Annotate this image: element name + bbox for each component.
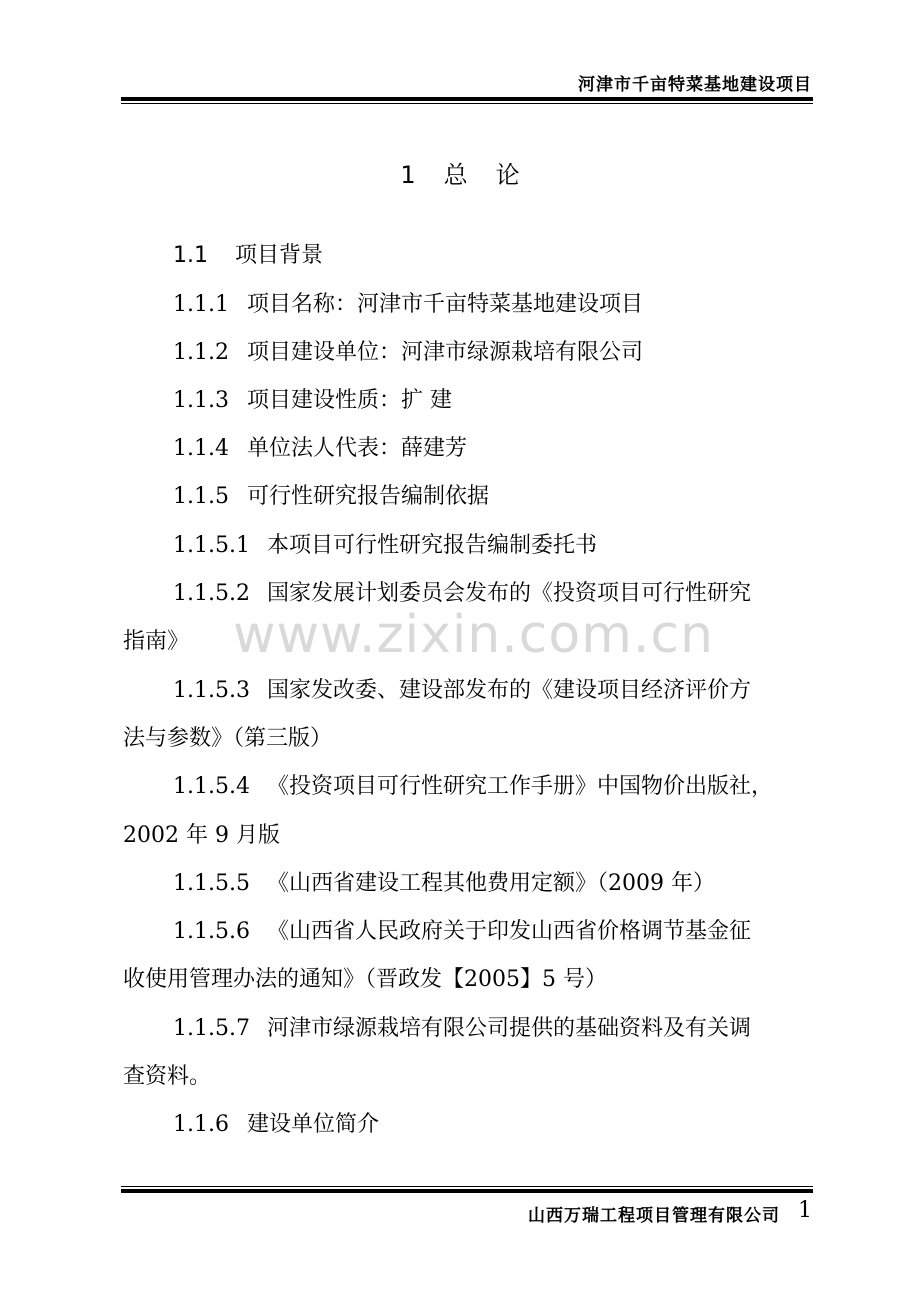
section-title: 项目背景 <box>235 243 324 268</box>
item-label: 项目建设性质： <box>247 388 402 413</box>
item-number: 1.1.1 <box>173 292 229 317</box>
footer-company-name: 山西万瑞工程项目管理有限公司 <box>528 1206 780 1226</box>
item-number: 1.1.5 <box>173 484 229 509</box>
item-1-1-5-4-line-2: 2002 年 9 月版 <box>123 823 280 848</box>
item-value: 河津市绿源栽培有限公司 <box>401 340 644 365</box>
item-text: 《山西省人民政府关于印发山西省价格调节基金征 <box>267 919 752 944</box>
item-1-1-5 <box>173 486 489 508</box>
item-number: 1.1.5.6 <box>173 919 250 944</box>
item-label: 单位法人代表： <box>247 436 402 461</box>
watermark: www.zixin.com.cn <box>233 605 714 665</box>
item-label: 项目名称： <box>247 292 358 317</box>
item-text: 国家发展计划委员会发布的《投资项目可行性研究 <box>267 581 752 606</box>
item-label: 建设单位简介 <box>247 1112 380 1137</box>
item-1-1-4 <box>173 438 467 460</box>
item-number: 1.1.5.1 <box>173 533 250 558</box>
item-text: 国家发改委、建设部发布的《建设项目经济评价方 <box>267 678 752 703</box>
item-number: 1.1.4 <box>173 436 229 461</box>
item-number: 1.1.6 <box>173 1112 229 1137</box>
item-text: 本项目可行性研究报告编制委托书 <box>267 533 598 558</box>
item-number: 1.1.5.4 <box>173 774 250 799</box>
chapter-title <box>0 155 920 190</box>
item-1-1-5-7-line-2: 查资料。 <box>123 1064 212 1089</box>
footer-rule-thick <box>121 1189 813 1193</box>
item-1-1-5-6-line-1 <box>173 921 751 943</box>
running-header-title: 河津市千亩特菜基地建设项目 <box>578 75 812 95</box>
footer-rule-thin <box>121 1186 813 1187</box>
item-number: 1.1.5.3 <box>173 678 250 703</box>
item-label: 项目建设单位： <box>247 340 402 365</box>
item-1-1-2 <box>173 342 643 364</box>
item-number: 1.1.2 <box>173 340 229 365</box>
item-number: 1.1.3 <box>173 388 229 413</box>
item-1-1-5-4-line-1 <box>173 776 773 798</box>
item-1-1-5-7-line-1 <box>173 1018 751 1040</box>
header-rule-thin <box>121 103 813 104</box>
item-number: 1.1.5.5 <box>173 871 250 896</box>
item-1-1-3 <box>173 390 452 412</box>
item-text: 《投资项目可行性研究工作手册》中国物价出版社， <box>267 774 774 799</box>
item-1-1-1 <box>173 294 643 316</box>
item-value: 薛建芳 <box>401 436 468 461</box>
item-1-1-5-2-line-1 <box>173 583 751 605</box>
item-1-1-6 <box>173 1114 379 1136</box>
item-number: 1.1.5.7 <box>173 1016 250 1041</box>
page-number: 1 <box>798 1198 812 1223</box>
item-value: 河津市千亩特菜基地建设项目 <box>357 292 644 317</box>
item-text: 河津市绿源栽培有限公司提供的基础资料及有关调 <box>267 1016 752 1041</box>
item-1-1-5-6-line-2: 收使用管理办法的通知》（晋政发【2005】5 号） <box>123 967 607 992</box>
item-value: 扩 建 <box>401 388 453 413</box>
chapter-char-1: 总 <box>443 161 468 189</box>
item-1-1-5-3-line-1 <box>173 680 751 702</box>
item-1-1-5-1 <box>173 535 597 557</box>
section-number: 1.1 <box>173 243 208 268</box>
item-1-1-5-5 <box>173 873 715 895</box>
chapter-number: 1 <box>400 161 416 189</box>
chapter-char-2: 论 <box>495 161 520 189</box>
item-text: 《山西省建设工程其他费用定额》（2009 年） <box>267 871 715 896</box>
item-1-1-5-3-line-2: 法与参数》（第三版） <box>123 726 333 751</box>
item-label: 可行性研究报告编制依据 <box>247 484 490 509</box>
item-number: 1.1.5.2 <box>173 581 250 606</box>
header-rule-thick <box>121 97 813 101</box>
section-1-1 <box>173 245 323 267</box>
item-1-1-5-2-line-2: 指南》 <box>123 629 190 654</box>
